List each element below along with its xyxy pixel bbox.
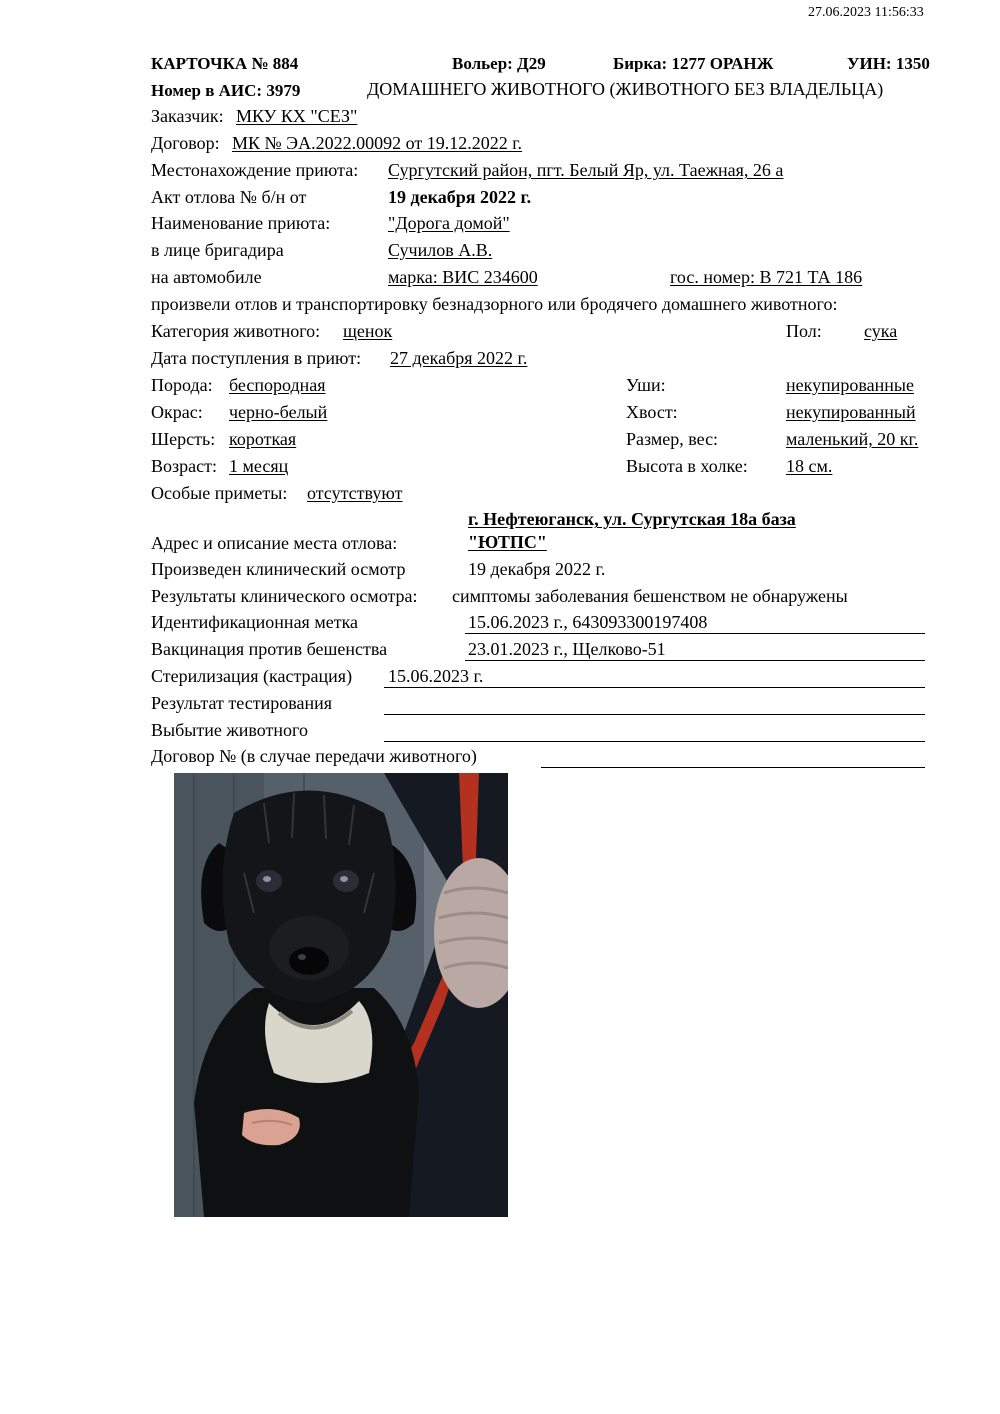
ais-number: Номер в АИС: 3979 [151,81,301,100]
test-line [384,714,925,715]
steril-line [384,687,925,688]
enclosure: Вольер: Д29 [452,54,546,73]
tail-value: некупированный [786,402,916,422]
marks-label: Особые приметы: [151,483,288,503]
category-value: щенок [343,321,393,341]
shelter-value: "Дорога домой" [388,213,510,233]
sex-label: Пол: [786,321,822,341]
location-label: Местонахождение приюта: [151,160,359,180]
color-label: Окрас: [151,402,203,422]
height-label: Высота в холке: [626,456,748,476]
id-value: 15.06.2023 г., 643093300197408 [468,612,708,632]
test-label: Результат тестирования [151,693,332,713]
departure-line [384,741,925,742]
customer-label: Заказчик: [151,106,224,126]
card-title: ДОМАШНЕГО ЖИВОТНОГО (ЖИВОТНОГО БЕЗ ВЛАДЕЛЬЦА) [367,79,884,99]
tail-label: Хвост: [626,402,678,422]
contract-value: МК № ЭА.2022.00092 от 19.12.2022 г. [232,133,523,153]
car-number: гос. номер: В 721 ТА 186 [670,267,863,287]
transfer-label: Договор № (в случае передачи животного) [151,746,477,766]
car-label: на автомобиле [151,267,262,287]
departure-label: Выбытие животного [151,720,308,740]
vaccine-line [465,660,925,661]
steril-label: Стерилизация (кастрация) [151,666,353,686]
act-date: 19 декабря 2022 г. [388,187,532,207]
transfer-line [541,767,925,768]
height-value: 18 см. [786,456,833,476]
foreman-value: Сучилов А.В. [388,240,493,260]
color-value: черно-белый [229,402,328,422]
address-label: Адрес и описание места отлова: [151,533,398,553]
exam-result-label: Результаты клинического осмотра: [151,586,418,606]
car-brand: марка: ВИС 234600 [388,267,538,287]
foreman-label: в лице бригадира [151,240,284,260]
marks-value: отсутствуют [307,483,403,503]
arrival-label: Дата поступления в приют: [151,348,362,368]
performed-text: произвели отлов и транспортировку безнадзорного или бродячего домашнего животного: [151,294,838,314]
ears-value: некупированные [786,375,914,395]
print-timestamp: 27.06.2023 11:56:33 [808,5,924,20]
size-value: маленький, 20 кг. [786,429,919,449]
ears-label: Уши: [626,375,666,395]
category-label: Категория животного: [151,321,321,341]
breed-value: беспородная [229,375,326,395]
address-value-line2: "ЮТПС" [468,532,547,552]
uin: УИН: 1350 [847,54,930,73]
card-number: КАРТОЧКА № 884 [151,54,299,73]
id-line [465,633,925,634]
shelter-label: Наименование приюта: [151,213,331,233]
vaccine-value: 23.01.2023 г., Щелково-51 [468,639,666,659]
vaccine-label: Вакцинация против бешенства [151,639,388,659]
steril-value: 15.06.2023 г. [388,666,484,686]
coat-value: короткая [229,429,297,449]
customer-value: МКУ КХ "СЕЗ" [236,106,358,126]
arrival-value: 27 декабря 2022 г. [390,348,528,368]
contract-label: Договор: [151,133,220,153]
age-label: Возраст: [151,456,217,476]
animal-photo [174,773,508,1217]
act-label: Акт отлова № б/н от [151,187,307,207]
size-label: Размер, вес: [626,429,719,449]
exam-value: 19 декабря 2022 г. [468,559,606,579]
coat-label: Шерсть: [151,429,216,449]
id-label: Идентификационная метка [151,612,359,632]
tag-number: Бирка: 1277 ОРАНЖ [613,55,774,72]
exam-result-value: симптомы заболевания бешенством не обнаружены [452,586,848,606]
breed-label: Порода: [151,375,213,395]
sex-value: сука [864,321,898,341]
exam-label: Произведен клинический осмотр [151,559,406,579]
location-value: Сургутский район, пгт. Белый Яр, ул. Таежная, 26 а [388,160,784,180]
age-value: 1 месяц [229,456,289,476]
address-value-line1: г. Нефтеюганск, ул. Сургутская 18а база [468,509,796,529]
